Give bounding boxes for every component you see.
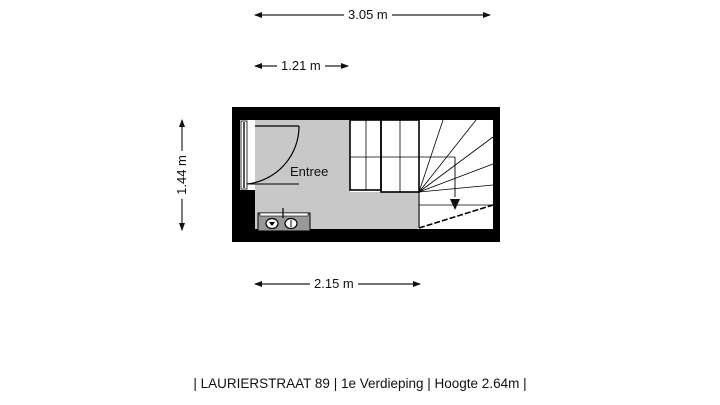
dimension-bottom-label: 2.15 m	[310, 277, 358, 291]
dimension-top-total-label: 3.05 m	[344, 8, 392, 22]
dimension-top-partial-label: 1.21 m	[277, 59, 325, 73]
room-label-entree: Entree	[290, 164, 329, 179]
dimension-left-height-label: 1.44 m	[175, 151, 189, 199]
floorplan-caption: | LAURIERSTRAAT 89 | 1e Verdieping | Hoogte 2.64m |	[193, 376, 527, 391]
